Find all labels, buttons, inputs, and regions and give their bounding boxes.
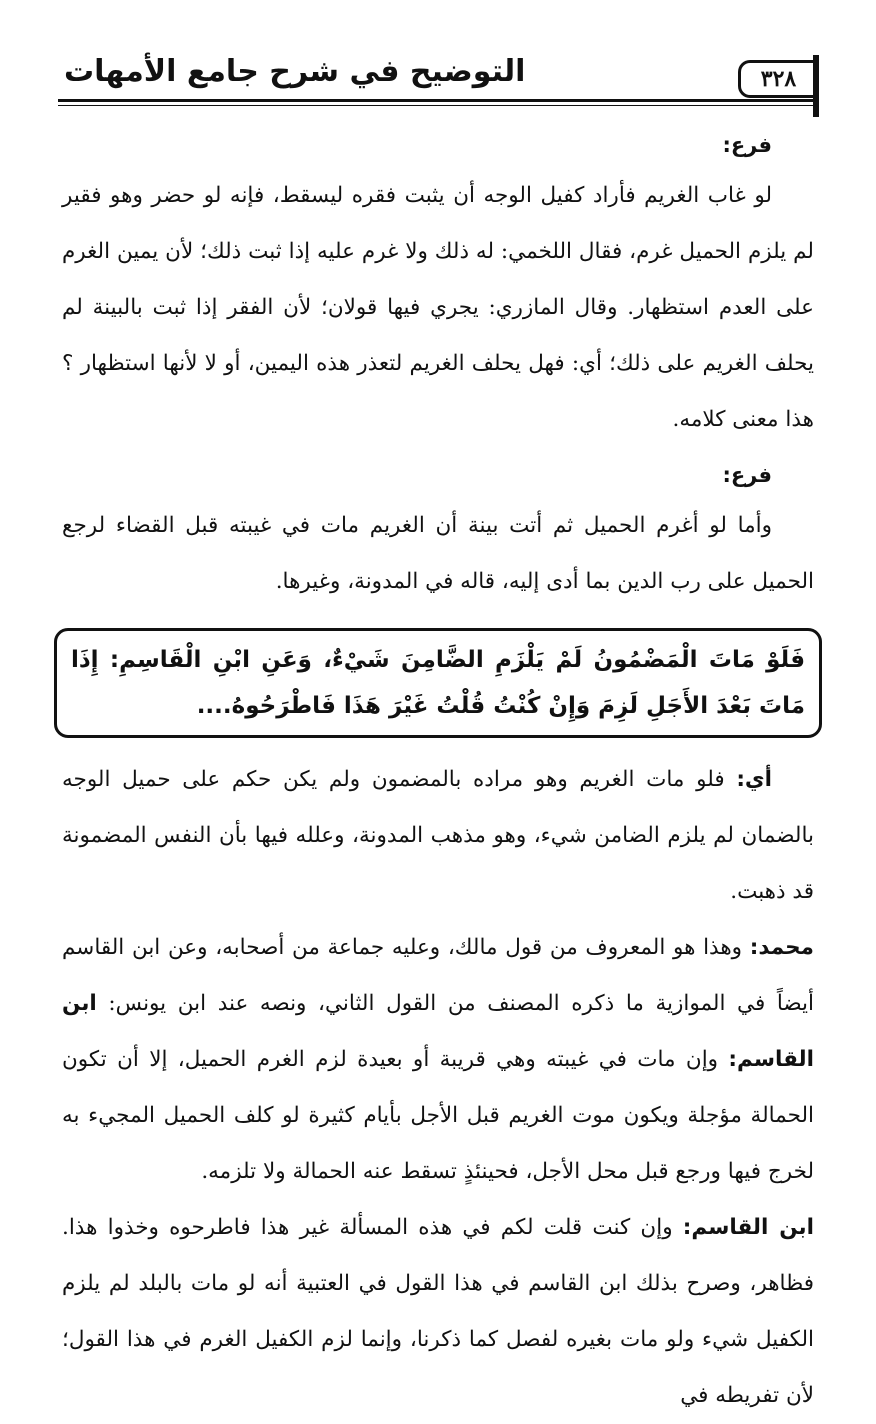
paragraph-4-inline-lead: ابن القاسم:	[62, 991, 814, 1072]
paragraph-5-lead: ابن القاسم:	[682, 1215, 814, 1240]
page-body	[62, 122, 814, 1424]
book-title: التوضيح في شرح جامع الأمهات	[64, 54, 526, 89]
paragraph-3	[62, 752, 814, 920]
paragraph-2: وأما لو أغرم الحميل ثم أتت بينة أن الغريم مات في غيبته قبل القضاء لرجع الحميل على رب الدين بما أدى إليه، قاله في المدونة، وغيرها.	[62, 513, 814, 594]
paragraph-5	[62, 1200, 814, 1424]
subheading-far-2: فرع:	[722, 463, 772, 487]
paragraph-5-text: وإن كنت قلت لكم في هذه المسألة غير هذا فاطرحوه وخذوا هذا. فظاهر، وصرح بذلك ابن القاسم في هذا القول في العتبية أنه لو مات بالبلد لم يلزم الكفيل شيء ولو مات بغيره لفصل كما ذكرنا، وإنما لزم الكفيل الغرم في هذا القول؛ لأن تفريطه في	[62, 1215, 814, 1408]
page-number: ٣٢٨	[738, 60, 816, 98]
subheading-far-1: فرع:	[722, 133, 772, 157]
matn-quote-text: فَلَوْ مَاتَ الْمَضْمُونُ لَمْ يَلْزَمِ الضَّامِنَ شَيْءٌ، وَعَنِ ابْنِ الْقَاسِمِ: إِذَا مَاتَ بَعْدَ الأَجَلِ لَزِمَ وَإِنْ كُنْتُ قُلْتُ غَيْرَ هَذَا فَاطْرَحُوهُ....	[71, 647, 805, 719]
matn-quote-box	[54, 628, 822, 738]
paragraph-4-text-a: وهذا هو المعروف من قول مالك، وعليه جماعة من أصحابه، وعن ابن القاسم أيضاً في الموازية ما ذكره المصنف من القول الثاني، ونصه عند ابن يونس:	[62, 935, 814, 1016]
header-rule	[58, 99, 816, 102]
header-rule-thin	[58, 105, 816, 106]
paragraph-4-lead: محمد:	[749, 935, 814, 960]
paragraph-4-text-b: وإن مات في غيبته وهي قريبة أو بعيدة لزم الغرم الحميل، إلا أن تكون الحمالة مؤجلة ويكون موت الغريم قبل الأجل بأيام كثيرة لو كلف الحميل المجيء به لخرج فيها ورجع قبل محل الأجل، فحينئذٍ تسقط عنه الحمالة ولا تلزمه.	[62, 1047, 814, 1184]
paragraph-4	[62, 920, 814, 1200]
page-header	[58, 48, 816, 108]
paragraph-3-text: فلو مات الغريم وهو مراده بالمضمون ولم يكن حكم على حميل الوجه بالضمان لم يلزم الضامن شيء، وهو مذهب المدونة، وعلله فيها بأن النفس المضمونة قد ذهبت.	[62, 767, 814, 904]
paragraph-1: لو غاب الغريم فأراد كفيل الوجه أن يثبت فقره ليسقط، فإنه لو حضر وهو فقير لم يلزم الحميل غرم، فقال اللخمي: له ذلك ولا غرم عليه إذا ثبت ذلك؛ لأن يمين الغرم على العدم استظهار. وقال المازري: يجري فيها قولان؛ لأن الفقر إذا ثبت بالبينة لم يحلف الغريم على ذلك؛ أي: فهل يحلف الغريم لتعذر هذه اليمين، أو لا لأنها استظهار ؟ هذا معنى كلامه.	[62, 183, 814, 432]
paragraph-3-lead: أي:	[736, 767, 772, 792]
